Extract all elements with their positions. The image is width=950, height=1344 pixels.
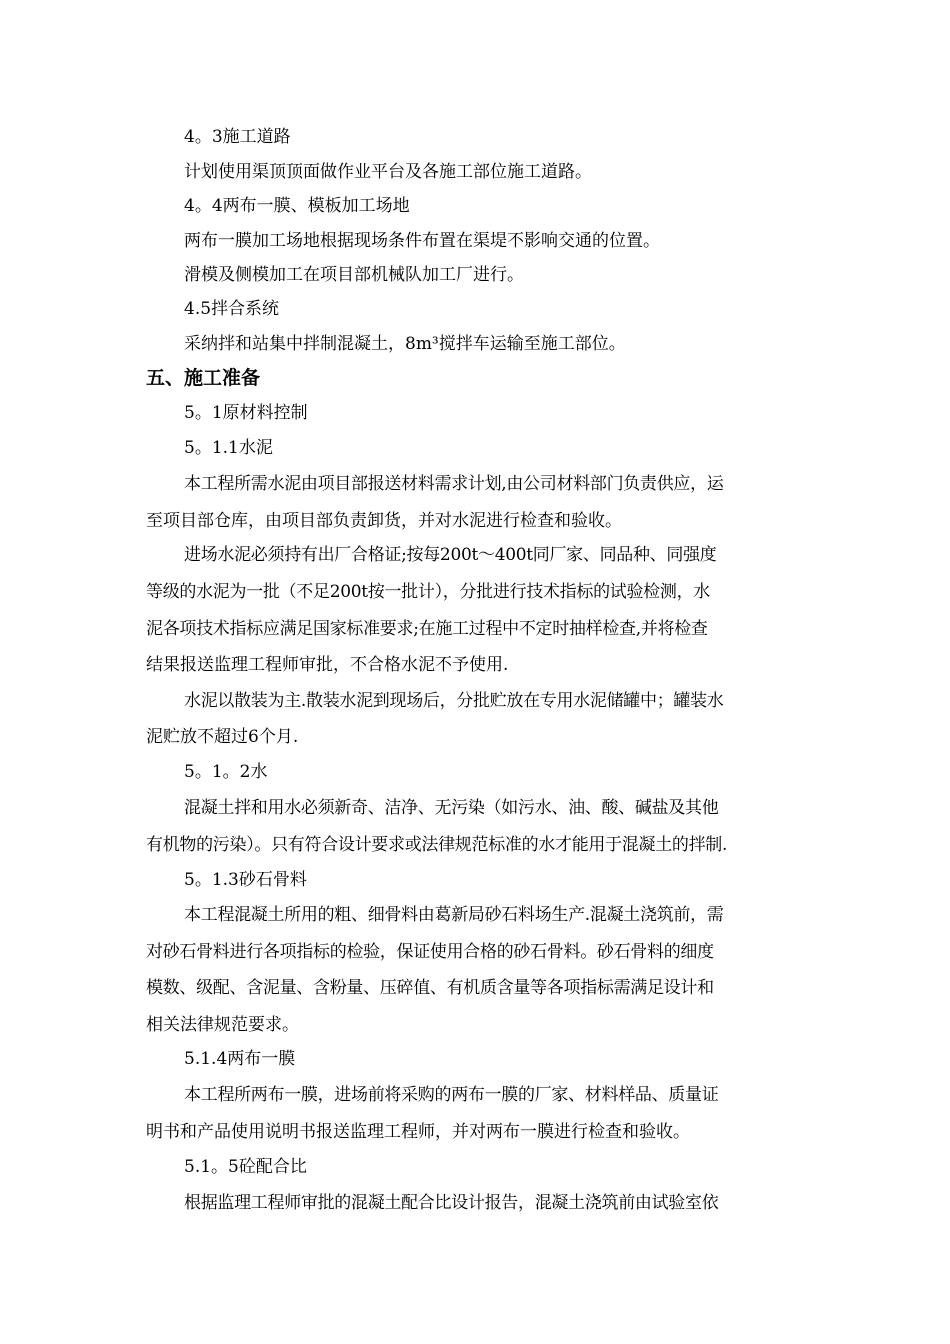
subheading-4-4: 4。4两布一膜、模板加工场地	[184, 196, 410, 216]
paragraph-line: 根据监理工程师审批的混凝土配合比设计报告，混凝土浇筑前由试验室依	[184, 1193, 719, 1213]
paragraph-line: 混凝土拌和用水必须新奇、洁净、无污染（如污水、油、酸、碱盐及其他	[184, 798, 719, 818]
paragraph-line: 滑模及侧模加工在项目部机械队加工厂进行。	[184, 265, 524, 285]
subheading-5-1: 5。1原材料控制	[184, 403, 308, 423]
paragraph-line: 泥各项技术指标应满足国家标准要求;在施工过程中不定时抽样检查,并将检查	[146, 619, 708, 639]
paragraph-line: 对砂石骨料进行各项指标的检验，保证使用合格的砂石骨料。砂石骨料的细度	[146, 942, 714, 962]
paragraph-line: 有机物的污染）。只有符合设计要求或法律规范标准的水才能用于混凝土的拌制.	[146, 835, 728, 855]
paragraph-line: 相关法律规范要求。	[146, 1015, 299, 1035]
subheading-4-3: 4。3施工道路	[184, 127, 291, 147]
subheading-5-1-3: 5。1.3砂石骨料	[184, 870, 307, 890]
paragraph-line: 进场水泥必须持有出厂合格证;按每200t～400t同厂家、同品种、同强度	[184, 545, 717, 565]
paragraph-line: 采纳拌和站集中拌制混凝土，8m³搅拌车运输至施工部位。	[184, 334, 626, 354]
paragraph-line: 模数、级配、含泥量、含粉量、压碎值、有机质含量等各项指标需满足设计和	[146, 978, 714, 998]
subheading-4-5: 4.5拌合系统	[184, 299, 280, 319]
paragraph-line: 计划使用渠顶顶面做作业平台及各施工部位施工道路。	[184, 162, 592, 182]
paragraph-line: 本工程所两布一膜，进场前将采购的两布一膜的厂家、材料样品、质量证	[184, 1085, 719, 1105]
paragraph-line: 泥贮放不超过6个月.	[146, 727, 299, 747]
section-heading-5: 五、施工准备	[146, 367, 261, 389]
paragraph-line: 本工程所需水泥由项目部报送材料需求计划,由公司材料部门负责供应，运	[184, 474, 724, 494]
paragraph-line: 结果报送监理工程师审批，不合格水泥不予使用.	[146, 655, 509, 675]
subheading-5-1-5: 5.1。5砼配合比	[184, 1157, 307, 1177]
paragraph-line: 等级的水泥为一批（不足200t按一批计），分批进行技术指标的试验检测，水	[146, 582, 710, 602]
subheading-5-1-1: 5。1.1水泥	[184, 438, 273, 458]
subheading-5-1-4: 5.1.4两布一膜	[184, 1049, 296, 1069]
subheading-5-1-2: 5。1。2水	[184, 762, 268, 782]
paragraph-line: 至项目部仓库，由项目部负责卸货，并对水泥进行检查和验收。	[146, 511, 622, 531]
paragraph-line: 水泥以散装为主.散装水泥到现场后，分批贮放在专用水泥储罐中；罐装水	[184, 691, 724, 711]
paragraph-line: 两布一膜加工场地根据现场条件布置在渠堤不影响交通的位置。	[184, 231, 660, 251]
paragraph-line: 明书和产品使用说明书报送监理工程师，并对两布一膜进行检查和验收。	[146, 1122, 690, 1142]
paragraph-line: 本工程混凝土所用的粗、细骨料由葛新局砂石料场生产.混凝土浇筑前，需	[184, 905, 724, 925]
